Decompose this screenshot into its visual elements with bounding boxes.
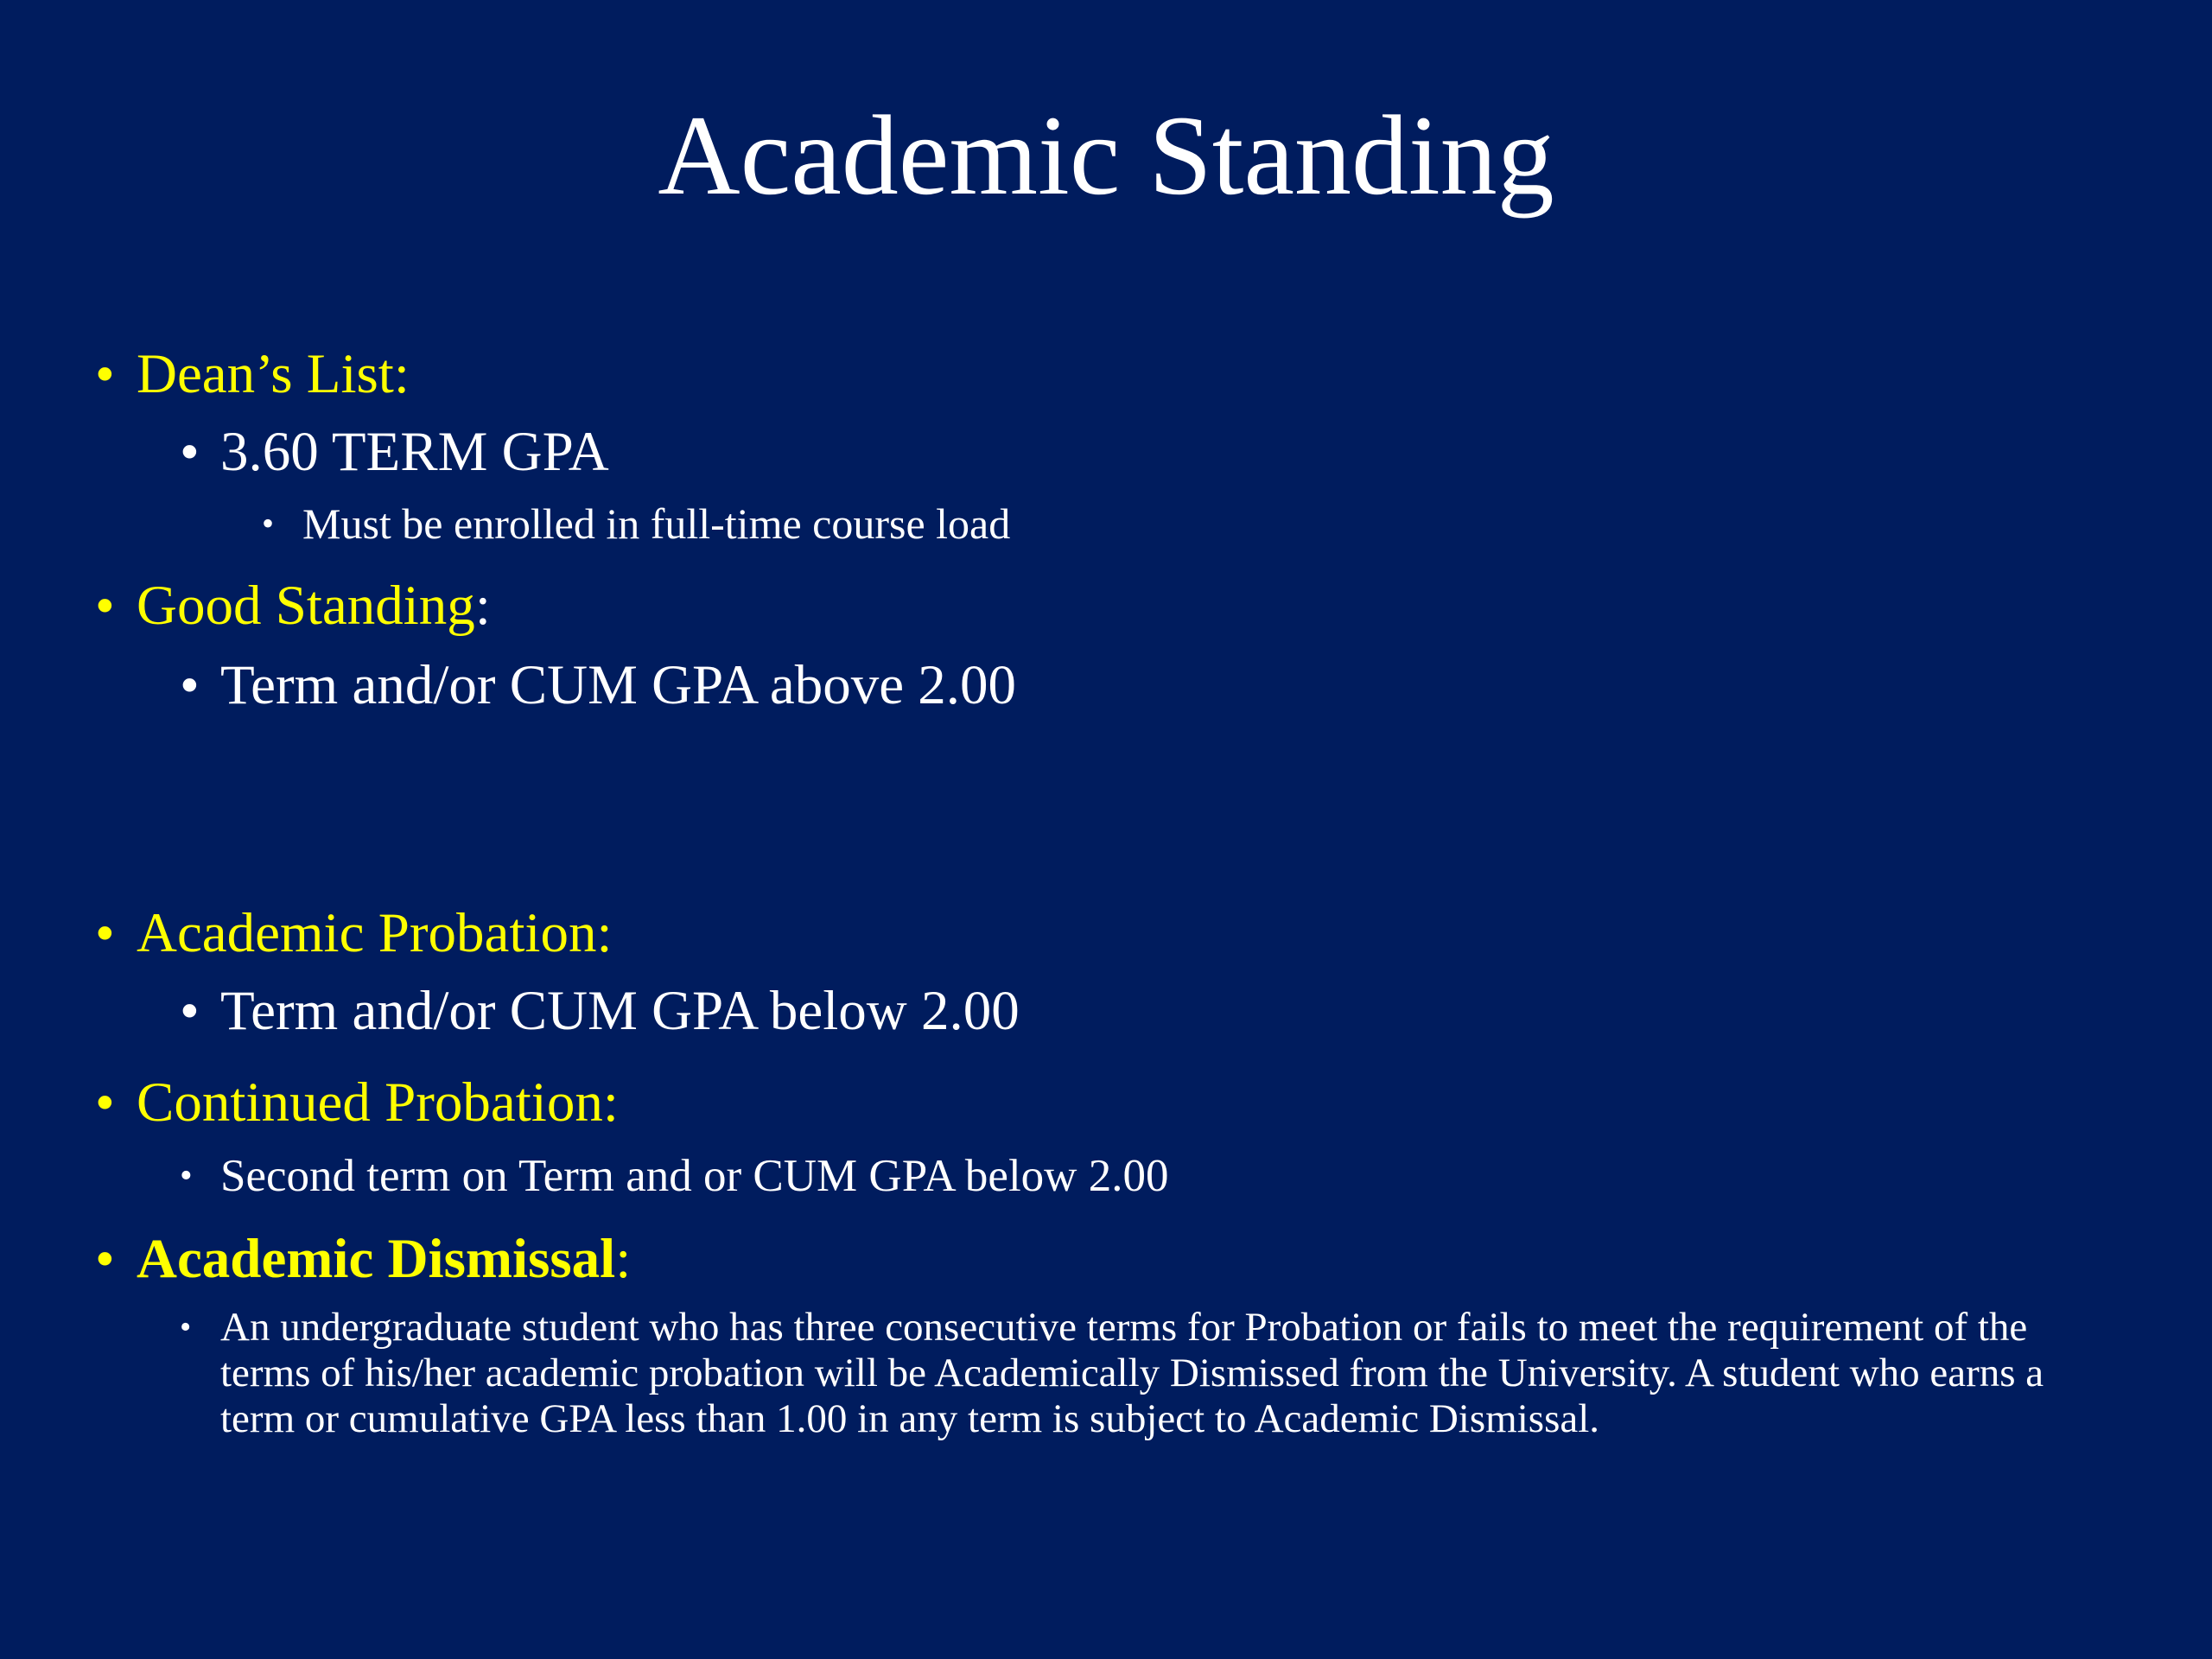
bullet-icon: •	[95, 343, 115, 405]
good-standing-colon: :	[474, 575, 491, 637]
academic-probation-detail: Term and/or CUM GPA below 2.00	[220, 980, 1020, 1042]
academic-dismissal-detail: An undergraduate student who has three consecutive terms for Probation or fails to meet the requirement of the terms of his/her academic probation will be Academically Dismissed from the University. A student who earns a term or cumulative GPA less than 1.00 in any term is subject to Academic Dismissal.	[220, 1305, 2044, 1441]
good-standing-label: Good Standing	[137, 575, 475, 637]
bullet-icon: •	[95, 1071, 115, 1134]
deans-list-label: Dean’s List:	[137, 343, 410, 405]
bullet-icon: •	[180, 1309, 192, 1345]
bullet-icon: •	[180, 980, 200, 1042]
slide-title: Academic Standing	[658, 92, 1554, 219]
bullet-icon: •	[180, 421, 200, 483]
bullet-icon: •	[95, 575, 115, 637]
bullet-icon: •	[180, 1156, 193, 1196]
continued-probation-label: Continued Probation:	[137, 1071, 619, 1134]
good-standing-detail: Term and/or CUM GPA above 2.00	[220, 654, 1017, 716]
bullet-icon: •	[180, 654, 200, 716]
deans-list-gpa: 3.60 TERM GPA	[220, 421, 609, 483]
academic-dismissal-colon: :	[615, 1228, 632, 1290]
deans-list-note: Must be enrolled in full-time course load	[302, 499, 1011, 548]
academic-dismissal-label: Academic Dismissal	[137, 1228, 616, 1290]
bullet-icon: •	[95, 902, 115, 964]
bullet-icon: •	[95, 1228, 115, 1290]
continued-probation-detail: Second term on Term and or CUM GPA below 2.00	[220, 1151, 1169, 1201]
bullet-icon: •	[262, 504, 275, 543]
academic-probation-label: Academic Probation:	[137, 902, 613, 964]
